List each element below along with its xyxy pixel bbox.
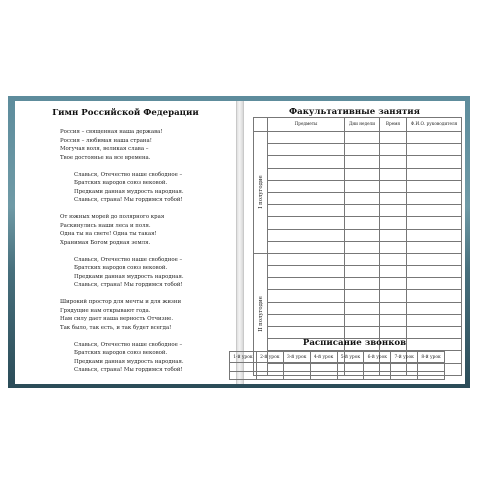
blank-cell[interactable] <box>268 266 345 278</box>
blank-cell[interactable] <box>407 217 462 229</box>
electives-row <box>254 253 462 265</box>
blank-cell[interactable] <box>380 266 407 278</box>
blank-cell[interactable] <box>407 132 462 144</box>
blank-cell[interactable] <box>407 180 462 192</box>
blank-cell[interactable] <box>345 229 380 241</box>
right-page <box>233 101 465 384</box>
blank-cell[interactable] <box>380 253 407 265</box>
left-page <box>15 101 237 384</box>
anthem-line: Россия – священная наша держава! <box>60 129 163 135</box>
anthem-line: Предками данная мудрость народная. <box>74 188 184 195</box>
blank-cell[interactable] <box>380 144 407 156</box>
semester-label-cell <box>254 132 268 254</box>
blank-cell[interactable] <box>380 229 407 241</box>
blank-cell[interactable] <box>268 217 345 229</box>
blank-cell[interactable] <box>268 229 345 241</box>
blank-cell[interactable] <box>407 266 462 278</box>
anthem-line: Россия – любимая наша страна! <box>60 137 152 144</box>
blank-cell[interactable] <box>407 327 462 339</box>
blank-cell[interactable] <box>268 180 345 192</box>
blank-cell[interactable] <box>407 205 462 217</box>
blank-cell[interactable] <box>391 363 418 372</box>
anthem-line: Одна ты на свете! Одна ты такая! <box>60 231 157 237</box>
anthem-line: Братских народов союз вековой. <box>74 350 168 356</box>
anthem-line: Нам силу дает наша верность Отчизне. <box>60 316 174 322</box>
anthem-line: Братских народов союз вековой. <box>74 265 168 271</box>
blank-cell[interactable] <box>407 253 462 265</box>
blank-cell[interactable] <box>345 278 380 290</box>
electives-row <box>254 168 462 180</box>
blank-cell[interactable] <box>407 241 462 253</box>
blank-cell[interactable] <box>345 253 380 265</box>
blank-cell[interactable] <box>380 132 407 144</box>
blank-cell[interactable] <box>268 132 345 144</box>
semester-label: I полугодие <box>257 175 264 210</box>
anthem-chorus <box>74 256 184 290</box>
lesson-header: 2-й урок <box>256 352 283 363</box>
lesson-header: 8-й урок <box>418 352 445 363</box>
lesson-header: 7-й урок <box>391 352 418 363</box>
anthem-line: Славься, Отечество наше свободное – <box>74 341 183 348</box>
bell-schedule-table <box>229 351 445 380</box>
blank-cell[interactable] <box>268 144 345 156</box>
anthem-line: Хранимая Богом родная земля. <box>60 239 151 246</box>
blank-cell[interactable] <box>268 192 345 204</box>
blank-cell[interactable] <box>230 363 257 372</box>
anthem-line: Славься, страна! Мы гордимся тобой! <box>74 367 183 373</box>
blank-cell[interactable] <box>268 314 345 326</box>
lesson-header: 5-й урок <box>337 352 364 363</box>
blank-cell[interactable] <box>230 371 257 380</box>
anthem-chorus <box>74 341 184 375</box>
electives-title: Факультативные занятия <box>289 107 420 117</box>
bell-header-row <box>230 352 445 363</box>
blank-cell[interactable] <box>380 327 407 339</box>
lesson-header: 4-й урок <box>310 352 337 363</box>
electives-row <box>254 217 462 229</box>
electives-row <box>254 205 462 217</box>
blank-cell[interactable] <box>345 205 380 217</box>
lesson-header: 1-й урок <box>230 352 257 363</box>
blank-cell[interactable] <box>418 371 445 380</box>
blank-cell[interactable] <box>407 229 462 241</box>
blank-cell[interactable] <box>407 144 462 156</box>
blank-cell[interactable] <box>283 363 310 372</box>
blank-cell[interactable] <box>407 314 462 326</box>
blank-cell[interactable] <box>380 168 407 180</box>
blank-cell[interactable] <box>380 314 407 326</box>
col-teacher: Ф.И.О. руководителя <box>407 118 462 132</box>
blank-cell[interactable] <box>268 205 345 217</box>
blank-cell[interactable] <box>407 278 462 290</box>
anthem-line: Славься, страна! Мы гордимся тобой! <box>74 197 183 203</box>
electives-row <box>254 241 462 253</box>
blank-cell[interactable] <box>380 241 407 253</box>
anthem-title: Гимн Российской Федерации <box>52 108 199 118</box>
anthem-line: Предками данная мудрость народная. <box>74 273 184 280</box>
bell-schedule-title: Расписание звонков <box>302 338 407 348</box>
blank-cell[interactable] <box>283 371 310 380</box>
electives-row <box>254 266 462 278</box>
electives-row <box>254 314 462 326</box>
col-time: Время <box>380 118 407 132</box>
blank-cell[interactable] <box>407 302 462 314</box>
blank-cell[interactable] <box>345 144 380 156</box>
blank-cell[interactable] <box>345 327 380 339</box>
electives-table <box>253 117 462 376</box>
electives-row <box>254 290 462 302</box>
blank-cell[interactable] <box>310 371 337 380</box>
anthem-line: Могучая воля, великая слава – <box>60 146 149 152</box>
blank-cell[interactable] <box>345 241 380 253</box>
blank-cell[interactable] <box>337 371 364 380</box>
electives-row <box>254 192 462 204</box>
anthem-line: Предками данная мудрость народная. <box>74 358 184 365</box>
blank-cell[interactable] <box>380 217 407 229</box>
blank-cell[interactable] <box>391 371 418 380</box>
corner-cell <box>254 118 268 132</box>
anthem-line: Братских народов союз вековой. <box>74 180 168 186</box>
anthem-verse <box>60 298 184 332</box>
blank-cell[interactable] <box>380 290 407 302</box>
blank-cell[interactable] <box>380 180 407 192</box>
blank-cell[interactable] <box>268 327 345 339</box>
blank-cell[interactable] <box>407 156 462 168</box>
blank-cell[interactable] <box>380 302 407 314</box>
blank-cell[interactable] <box>364 371 391 380</box>
anthem-line: Так было, так есть, и так будет всегда! <box>60 324 172 331</box>
bell-row <box>230 363 445 372</box>
blank-cell[interactable] <box>418 363 445 372</box>
blank-cell[interactable] <box>310 363 337 372</box>
electives-row <box>254 156 462 168</box>
lesson-header: 6-й урок <box>364 352 391 363</box>
blank-cell[interactable] <box>268 278 345 290</box>
anthem-line: Раскинулись наши леса и поля. <box>60 222 151 229</box>
blank-cell[interactable] <box>256 363 283 372</box>
blank-cell[interactable] <box>380 192 407 204</box>
anthem-line: Широкий простор для мечты и для жизни <box>60 299 182 305</box>
anthem-verse <box>60 128 184 162</box>
blank-cell[interactable] <box>268 290 345 302</box>
blank-cell[interactable] <box>268 302 345 314</box>
blank-cell[interactable] <box>345 217 380 229</box>
anthem-line: Славься, Отечество наше свободное – <box>74 256 183 263</box>
blank-cell[interactable] <box>345 266 380 278</box>
blank-cell[interactable] <box>345 290 380 302</box>
semester-label: II полугодие <box>257 296 264 333</box>
electives-row <box>254 327 462 339</box>
blank-cell[interactable] <box>345 314 380 326</box>
blank-cell[interactable] <box>268 156 345 168</box>
electives-row <box>254 229 462 241</box>
col-subjects: Предметы <box>268 118 345 132</box>
anthem-text <box>60 128 184 383</box>
blank-cell[interactable] <box>380 205 407 217</box>
electives-row <box>254 132 462 144</box>
electives-row <box>254 278 462 290</box>
blank-cell[interactable] <box>337 363 364 372</box>
electives-row <box>254 302 462 314</box>
blank-cell[interactable] <box>345 180 380 192</box>
anthem-chorus <box>74 171 184 205</box>
anthem-line: Грядущие нам открывают года. <box>60 307 151 314</box>
blank-cell[interactable] <box>256 371 283 380</box>
bell-row <box>230 371 445 380</box>
blank-cell[interactable] <box>345 192 380 204</box>
anthem-line: Славься, Отечество наше свободное – <box>74 171 183 178</box>
blank-cell[interactable] <box>407 290 462 302</box>
blank-cell[interactable] <box>345 168 380 180</box>
blank-cell[interactable] <box>407 168 462 180</box>
spine <box>236 101 243 384</box>
blank-cell[interactable] <box>268 241 345 253</box>
blank-cell[interactable] <box>380 156 407 168</box>
lesson-header: 3-й урок <box>283 352 310 363</box>
anthem-line: Славься, страна! Мы гордимся тобой! <box>74 282 183 288</box>
electives-row <box>254 144 462 156</box>
blank-cell[interactable] <box>345 302 380 314</box>
anthem-line: От южных морей до полярного края <box>60 214 165 220</box>
blank-cell[interactable] <box>268 168 345 180</box>
anthem-line: Твое достоянье на все времена. <box>60 154 151 161</box>
blank-cell[interactable] <box>364 363 391 372</box>
electives-row <box>254 180 462 192</box>
blank-cell[interactable] <box>345 156 380 168</box>
anthem-verse <box>60 213 184 247</box>
blank-cell[interactable] <box>407 192 462 204</box>
col-days: Дни недели <box>345 118 380 132</box>
blank-cell[interactable] <box>345 132 380 144</box>
blank-cell[interactable] <box>268 253 345 265</box>
blank-cell[interactable] <box>380 278 407 290</box>
